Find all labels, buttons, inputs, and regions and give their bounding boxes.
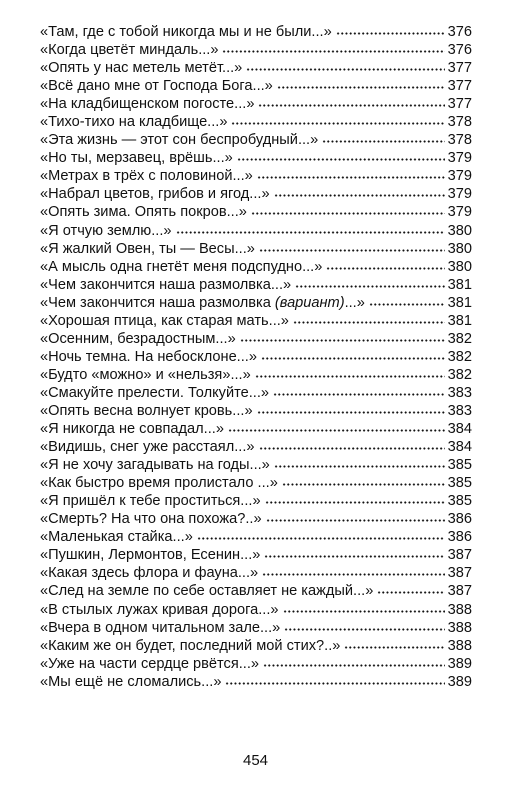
toc-entry bbox=[40, 167, 472, 185]
dot-leader bbox=[258, 104, 444, 107]
toc-entry bbox=[40, 41, 472, 59]
toc-entry-page: 381 bbox=[447, 294, 472, 311]
toc-entry-page: 380 bbox=[447, 258, 472, 275]
toc-entry-page: 389 bbox=[447, 655, 472, 672]
toc-entry-page: 385 bbox=[447, 493, 472, 510]
dot-leader bbox=[259, 249, 445, 252]
toc-entry bbox=[40, 510, 472, 528]
toc-entry-title: «Опять весна волнует кровь...» bbox=[40, 402, 253, 419]
toc-entry bbox=[40, 673, 472, 691]
toc-entry-title: «Хорошая птица, как старая мать...» bbox=[40, 312, 289, 329]
toc-entry-page: 386 bbox=[447, 529, 472, 546]
toc-entry bbox=[40, 601, 472, 619]
toc-entry-title: «Осенним, безрадостным...» bbox=[40, 330, 236, 347]
toc-entry-page: 382 bbox=[447, 366, 472, 383]
dot-leader bbox=[293, 321, 445, 324]
toc-entry-title: «Какая здесь флора и фауна...» bbox=[40, 565, 259, 582]
toc-entry-title-end: ...» bbox=[344, 294, 365, 311]
toc-entry-title: «Опять у нас метель метёт...» bbox=[40, 60, 243, 77]
dot-leader bbox=[277, 86, 445, 89]
toc-entry bbox=[40, 330, 472, 348]
toc-entry bbox=[40, 185, 472, 203]
toc-entry bbox=[40, 95, 472, 113]
toc-entry bbox=[40, 149, 472, 167]
dot-leader bbox=[322, 140, 444, 143]
toc-entry-title: «Мы ещё не сломались...» bbox=[40, 673, 222, 690]
toc-entry-title: «Я никогда не совпадал...» bbox=[40, 421, 224, 438]
toc-entry bbox=[40, 402, 472, 420]
toc-entry-title: «Эта жизнь — этот сон беспробудный...» bbox=[40, 132, 319, 149]
dot-leader bbox=[197, 537, 445, 540]
dot-leader bbox=[255, 375, 445, 378]
toc-entry-title: «След на земле по себе оставляет не каждый...» bbox=[40, 583, 374, 600]
toc-entry-page: 383 bbox=[447, 402, 472, 419]
toc-entry bbox=[40, 564, 472, 582]
toc-entry-title: «Уже на части сердце рвётся...» bbox=[40, 655, 260, 672]
toc-entry-title: «Но ты, мерзавец, врёшь...» bbox=[40, 150, 233, 167]
toc-entry-title: «Я не хочу загадывать на годы...» bbox=[40, 457, 270, 474]
toc-entry bbox=[40, 528, 472, 546]
dot-leader bbox=[176, 231, 445, 234]
toc-entry-title: «Как быстро время пролистало ...» bbox=[40, 475, 278, 492]
dot-leader bbox=[261, 357, 445, 360]
toc-entry-title: «А мысль одна гнетёт меня подспудно...» bbox=[40, 258, 323, 275]
toc-entry-page: 382 bbox=[447, 330, 472, 347]
dot-leader bbox=[259, 447, 445, 450]
toc-entry-title: «Ночь темна. На небосклоне...» bbox=[40, 348, 257, 365]
toc-entry-title-main: «Чем закончится наша размолвка bbox=[40, 294, 271, 311]
toc-entry-page: 384 bbox=[447, 439, 472, 456]
toc-entry-page: 388 bbox=[447, 637, 472, 654]
toc-entry bbox=[40, 276, 472, 294]
toc-entry-page: 378 bbox=[447, 114, 472, 131]
dot-leader bbox=[336, 32, 445, 35]
toc-entry-title: «Опять зима. Опять покров...» bbox=[40, 204, 247, 221]
dot-leader bbox=[237, 158, 445, 161]
toc-entry bbox=[40, 203, 472, 221]
toc-entry-title: «Метрах в трёх с половиной...» bbox=[40, 168, 253, 185]
toc-entry bbox=[40, 59, 472, 77]
toc-entry-page: 380 bbox=[447, 240, 472, 257]
toc-entry-page: 376 bbox=[447, 42, 472, 59]
dot-leader bbox=[257, 176, 445, 179]
toc-entry bbox=[40, 474, 472, 492]
dot-leader bbox=[240, 339, 445, 342]
toc-entry bbox=[40, 131, 472, 149]
toc-entry bbox=[40, 582, 472, 600]
toc-entry bbox=[40, 456, 472, 474]
dot-leader bbox=[283, 610, 445, 613]
toc-entry-title: «Видишь, снег уже расстаял...» bbox=[40, 439, 255, 456]
toc-entry-page: 389 bbox=[447, 673, 472, 690]
toc-entry-page: 384 bbox=[447, 421, 472, 438]
toc-entry-title: «Каким же он будет, последний мой стих?..» bbox=[40, 637, 341, 654]
toc-entry-title: «Тихо-тихо на кладбище...» bbox=[40, 114, 228, 131]
toc-entry-page: 387 bbox=[447, 565, 472, 582]
toc-entry-page: 382 bbox=[447, 348, 472, 365]
toc-entry bbox=[40, 113, 472, 131]
toc-entry-title: «Маленькая стайка...» bbox=[40, 529, 193, 546]
toc-entry-title: «Будто «можно» и «нельзя»...» bbox=[40, 366, 251, 383]
toc-entry-page: 381 bbox=[447, 276, 472, 293]
toc-entry-page: 388 bbox=[447, 619, 472, 636]
toc-entry bbox=[40, 637, 472, 655]
dot-leader bbox=[274, 465, 445, 468]
toc-entry-page: 380 bbox=[447, 222, 472, 239]
toc-entry-page: 386 bbox=[447, 511, 472, 528]
toc-entry-title-variant: (вариант) bbox=[274, 294, 345, 311]
dot-leader bbox=[273, 393, 445, 396]
dot-leader bbox=[265, 501, 445, 504]
toc-entry-title: «Смакуйте прелести. Толкуйте...» bbox=[40, 384, 270, 401]
toc-entry bbox=[40, 438, 472, 456]
toc-entry bbox=[40, 222, 472, 240]
dot-leader bbox=[274, 194, 445, 197]
dot-leader bbox=[263, 664, 445, 667]
toc-entry-title: «Пушкин, Лермонтов, Есенин...» bbox=[40, 547, 261, 564]
dot-leader bbox=[344, 646, 444, 649]
toc-entry-page: 377 bbox=[447, 96, 472, 113]
toc-entry-title: «Там, где с тобой никогда мы и не были...» bbox=[40, 24, 332, 40]
toc-entry-title: «Вчера в одном читальном зале...» bbox=[40, 619, 281, 636]
dot-leader bbox=[377, 591, 444, 594]
toc-entry-page: 379 bbox=[447, 204, 472, 221]
toc-entry bbox=[40, 384, 472, 402]
toc-entry-title: «Набрал цветов, грибов и ягод...» bbox=[40, 186, 270, 203]
toc-entry-title: «Чем закончится наша размолвка...» bbox=[40, 276, 292, 293]
dot-leader bbox=[246, 68, 444, 71]
toc-entry bbox=[40, 240, 472, 258]
toc-entry bbox=[40, 655, 472, 673]
toc-entry-title: «Я отчую землю...» bbox=[40, 222, 172, 239]
table-of-contents bbox=[40, 23, 472, 691]
toc-entry-page: 388 bbox=[447, 601, 472, 618]
dot-leader bbox=[228, 429, 445, 432]
dot-leader bbox=[251, 212, 445, 215]
toc-entry bbox=[40, 420, 472, 438]
toc-entry-title: «На кладбищенском погосте...» bbox=[40, 96, 255, 113]
dot-leader bbox=[264, 555, 444, 558]
toc-entry bbox=[40, 294, 472, 312]
toc-entry-title: «Я жалкий Овен, ты — Весы...» bbox=[40, 240, 255, 257]
page-number: 454 bbox=[242, 752, 269, 769]
toc-entry-title: «В стылых лужах кривая дорога...» bbox=[40, 601, 279, 618]
toc-entry-page: 378 bbox=[447, 132, 472, 149]
dot-leader bbox=[257, 411, 445, 414]
toc-entry-title: «Я пришёл к тебе проститься...» bbox=[40, 493, 261, 510]
toc-entry-page: 377 bbox=[447, 60, 472, 77]
dot-leader bbox=[225, 682, 444, 685]
dot-leader bbox=[326, 267, 444, 270]
dot-leader bbox=[262, 573, 444, 576]
toc-entry bbox=[40, 619, 472, 637]
toc-entry-title: «Всё дано мне от Господа Бога...» bbox=[40, 78, 273, 95]
dot-leader bbox=[295, 285, 445, 288]
toc-entry-page: 381 bbox=[447, 312, 472, 329]
toc-entry-page: 387 bbox=[447, 547, 472, 564]
toc-entry-page: 383 bbox=[447, 384, 472, 401]
toc-entry bbox=[40, 366, 472, 384]
toc-entry bbox=[40, 258, 472, 276]
dot-leader bbox=[222, 50, 444, 53]
toc-entry-page: 385 bbox=[447, 475, 472, 492]
toc-entry-title bbox=[40, 294, 365, 312]
toc-entry bbox=[40, 77, 472, 95]
toc-entry-page: 377 bbox=[447, 78, 472, 95]
toc-entry-page: 379 bbox=[447, 168, 472, 185]
toc-entry-title: «Смерть? На что она похожа?..» bbox=[40, 511, 262, 528]
toc-entry bbox=[40, 23, 472, 41]
toc-entry-title: «Когда цветёт миндаль...» bbox=[40, 42, 219, 59]
toc-entry-page: 385 bbox=[447, 457, 472, 474]
toc-entry-page: 379 bbox=[447, 150, 472, 167]
toc-entry-page: 376 bbox=[447, 24, 472, 40]
dot-leader bbox=[284, 628, 444, 631]
dot-leader bbox=[282, 483, 445, 486]
dot-leader bbox=[369, 303, 445, 306]
dot-leader bbox=[231, 122, 444, 125]
toc-entry-page: 387 bbox=[447, 583, 472, 600]
toc-entry bbox=[40, 492, 472, 510]
toc-entry bbox=[40, 312, 472, 330]
dot-leader bbox=[266, 519, 445, 522]
toc-entry bbox=[40, 546, 472, 564]
toc-entry-page: 379 bbox=[447, 186, 472, 203]
toc-entry bbox=[40, 348, 472, 366]
